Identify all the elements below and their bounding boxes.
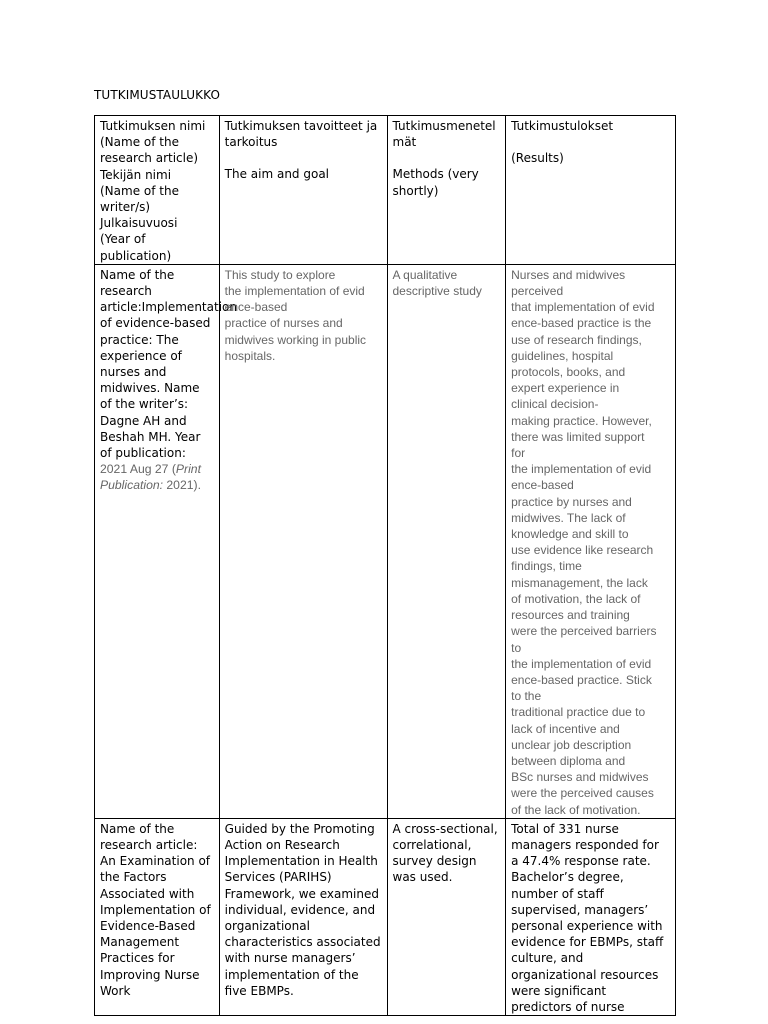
row1-results-line: ence-based practice is the (511, 316, 652, 331)
row1-aim-line: ence-based (224, 300, 288, 315)
row1-results-line: resources and training (511, 608, 630, 623)
row1-results-line: Nurses and midwives (511, 267, 626, 282)
row1-date-b: 2021). (163, 478, 201, 493)
row1-results-line: protocols, books, and (511, 365, 626, 380)
row1-results-line: practice by nurses and (511, 494, 632, 509)
header-aim-title: Tutkimuksen tavoitteet ja tarkoitus (224, 119, 378, 150)
row1-results-line: guidelines, hospital (511, 348, 614, 363)
row1-aim-line: hospitals. (224, 348, 276, 363)
row2-methods-cell: A cross-sectional, correlational, survey design was used. (387, 818, 506, 1015)
row2-article-cell: Name of the research article: An Examination of the Factors Associated with Implementation of Evidence-Based Management Practices for Improving Nurse Work (95, 818, 220, 1015)
header-aim-sub: The aim and goal (224, 167, 330, 182)
row1-results-line: were the perceived causes (511, 786, 654, 801)
header-results-sub: (Results) (511, 151, 564, 166)
row1-results-line: to the (511, 689, 542, 704)
row1-results-line: traditional practice due to (511, 705, 646, 720)
row1-article-text: Name of the research article:Implementation of evidence-based practice: The experience of nurses and midwives. Name of the writer’s: Dagne AH and Beshah MH. Year of publication: (100, 267, 237, 461)
row1-results-line: were the perceived barriers (511, 624, 657, 639)
header-year-en: (Year of publication) (100, 232, 172, 263)
document-title: TUTKIMUSTAULUKKO (94, 88, 220, 102)
row1-print-publication: Print Publication: (100, 462, 201, 493)
row1-results-line: the implementation of evid (511, 656, 652, 671)
row1-results-line: expert experience in (511, 381, 620, 396)
header-writer-label: Tekijän nimi (100, 167, 172, 182)
row1-date-a: 2021 Aug 27 ( (100, 462, 176, 477)
row1-methods-line: descriptive study (392, 284, 482, 299)
row2-results-cell: Total of 331 nurse managers responded for a 47.4% response rate. Bachelor’s degree, number of staff supervised, managers’ personal experience with evidence for EBMPs, staff culture, and organizational resources were significant predictors of nurse (506, 818, 676, 1015)
row1-results-line: of motivation, the lack of (511, 591, 641, 606)
header-methods-sub: Methods (very shortly) (392, 167, 479, 198)
row1-results-line: of the lack of motivation. (511, 802, 641, 817)
header-cell-article (95, 116, 220, 265)
row1-aim-line: This study to explore (224, 267, 336, 282)
row1-results-line: making practice. However, (511, 413, 652, 428)
row1-methods-line: A qualitative (392, 267, 458, 282)
row1-results-line: there was limited support (511, 429, 645, 444)
row1-results-line: for (511, 446, 526, 461)
row1-aim-cell (219, 264, 387, 818)
row1-results-line: that implementation of evid (511, 300, 655, 315)
row1-results-line: mismanagement, the lack (511, 575, 648, 590)
row1-results-line: knowledge and skill to (511, 527, 629, 542)
row1-results-line: unclear job description (511, 737, 632, 752)
row1-aim-line: the implementation of evid (224, 284, 365, 299)
research-table (94, 115, 676, 1016)
row1-results-line: clinical decision- (511, 397, 599, 412)
row1-results-line: the implementation of evid (511, 462, 652, 477)
header-cell-methods (387, 116, 506, 265)
row1-aim-line: practice of nurses and (224, 316, 343, 331)
header-cell-results (506, 116, 676, 265)
header-article-en: (Name of the research article) (100, 135, 199, 166)
row1-aim-line: midwives working in public (224, 332, 367, 347)
row1-results-line: use of research findings, (511, 332, 642, 347)
row1-results-line: ence-based practice. Stick (511, 672, 652, 687)
row1-methods-cell (387, 264, 506, 818)
row1-article-cell (95, 264, 237, 818)
row1-results-line: BSc nurses and midwives (511, 770, 649, 785)
table-header-row (95, 116, 676, 265)
header-article-label: Tutkimuksen nimi (100, 119, 206, 133)
row1-results-line: to (511, 640, 522, 655)
row1-results-line: between diploma and (511, 753, 626, 768)
row1-results-line: ence-based (511, 478, 574, 493)
row1-results-line: lack of incentive and (511, 721, 620, 736)
table-row (95, 264, 676, 818)
header-results-title: Tutkimustulokset (511, 119, 614, 133)
row1-results-cell (506, 264, 676, 818)
header-writer-en: (Name of the writer/s) (100, 183, 179, 215)
row1-results-line: midwives. The lack of (511, 510, 626, 525)
header-year-label: Julkaisuvuosi (100, 216, 178, 231)
header-cell-aim (219, 116, 387, 265)
row1-results-line: perceived (511, 284, 564, 299)
header-methods-title: Tutkimusmenetel mät (392, 119, 496, 150)
row1-results-line: use evidence like research (511, 543, 654, 558)
row1-results-line: findings, time (511, 559, 582, 574)
table-row (95, 818, 676, 1015)
row2-aim-cell: Guided by the Promoting Action on Research Implementation in Health Services (PARIHS) Framework, we examined individual, evidence, and organizational characteristics associated with nurse managers’ implementation of the five EBMPs. (219, 818, 387, 1015)
